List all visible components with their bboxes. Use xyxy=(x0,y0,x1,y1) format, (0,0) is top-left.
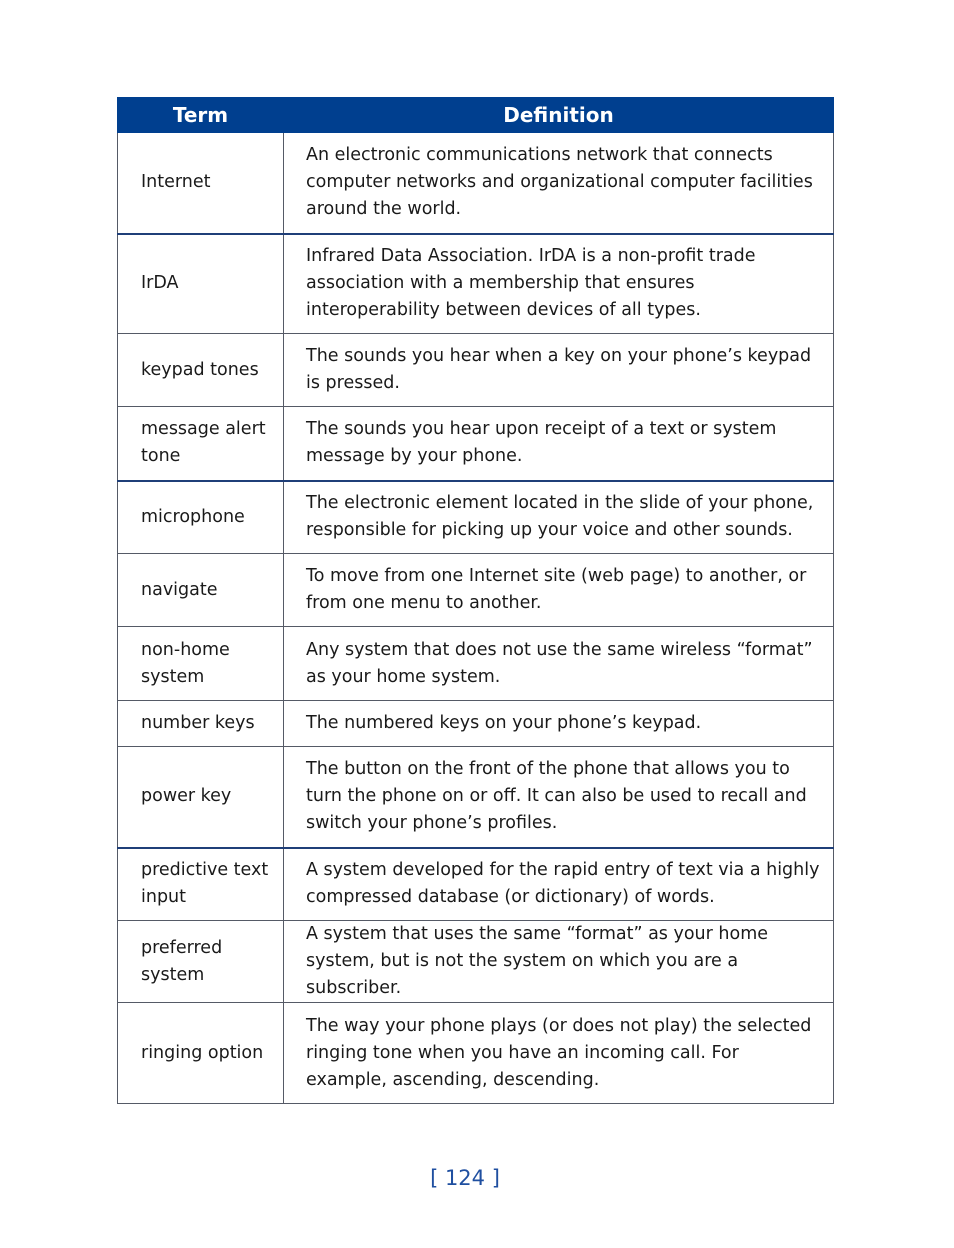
table-row xyxy=(118,234,834,334)
term-cell: predictive text input xyxy=(118,848,284,921)
term-cell: Internet xyxy=(118,133,284,234)
definition-cell: The way your phone plays (or does not play) the selected ringing tone when you have an incoming call. For example, ascending, descending. xyxy=(284,1003,834,1104)
definition-cell: The electronic element located in the slide of your phone, responsible for picking up your voice and other sounds. xyxy=(284,481,834,554)
table-row xyxy=(118,407,834,481)
table-row xyxy=(118,848,834,921)
table-row xyxy=(118,1003,834,1104)
page-number: [ 124 ] xyxy=(430,1166,500,1190)
table-row xyxy=(118,701,834,747)
definition-cell: A system that uses the same “format” as your home system, but is not the system on which you are a subscriber. xyxy=(284,921,834,1003)
definition-cell: The sounds you hear when a key on your phone’s keypad is pressed. xyxy=(284,334,834,407)
definition-cell: An electronic communications network that connects computer networks and organizational computer facilities around the world. xyxy=(284,133,834,234)
term-column-header: Term xyxy=(118,98,284,133)
table-header-row xyxy=(118,98,834,133)
definition-cell: Infrared Data Association. IrDA is a non-profit trade association with a membership that ensures interoperability between devices of all types. xyxy=(284,234,834,334)
definition-column-header: Definition xyxy=(284,98,834,133)
glossary-table xyxy=(117,97,834,1104)
table-row xyxy=(118,133,834,234)
table-row xyxy=(118,627,834,701)
definition-cell: The sounds you hear upon receipt of a text or system message by your phone. xyxy=(284,407,834,481)
table-row xyxy=(118,334,834,407)
term-cell: microphone xyxy=(118,481,284,554)
term-cell: message alert tone xyxy=(118,407,284,481)
table-row xyxy=(118,481,834,554)
definition-cell: To move from one Internet site (web page) to another, or from one menu to another. xyxy=(284,554,834,627)
term-cell: IrDA xyxy=(118,234,284,334)
term-cell: navigate xyxy=(118,554,284,627)
definition-cell: The button on the front of the phone that allows you to turn the phone on or off. It can also be used to recall and switch your phone’s profiles. xyxy=(284,747,834,848)
term-cell: power key xyxy=(118,747,284,848)
term-cell: preferred system xyxy=(118,921,284,1003)
term-cell: keypad tones xyxy=(118,334,284,407)
table-row xyxy=(118,747,834,848)
definition-cell: A system developed for the rapid entry of text via a highly compressed database (or dictionary) of words. xyxy=(284,848,834,921)
term-cell: non-home system xyxy=(118,627,284,701)
definition-cell: The numbered keys on your phone’s keypad. xyxy=(284,701,834,747)
table-row xyxy=(118,921,834,1003)
table-row xyxy=(118,554,834,627)
term-cell: number keys xyxy=(118,701,284,747)
term-cell: ringing option xyxy=(118,1003,284,1104)
definition-cell: Any system that does not use the same wireless “format” as your home system. xyxy=(284,627,834,701)
